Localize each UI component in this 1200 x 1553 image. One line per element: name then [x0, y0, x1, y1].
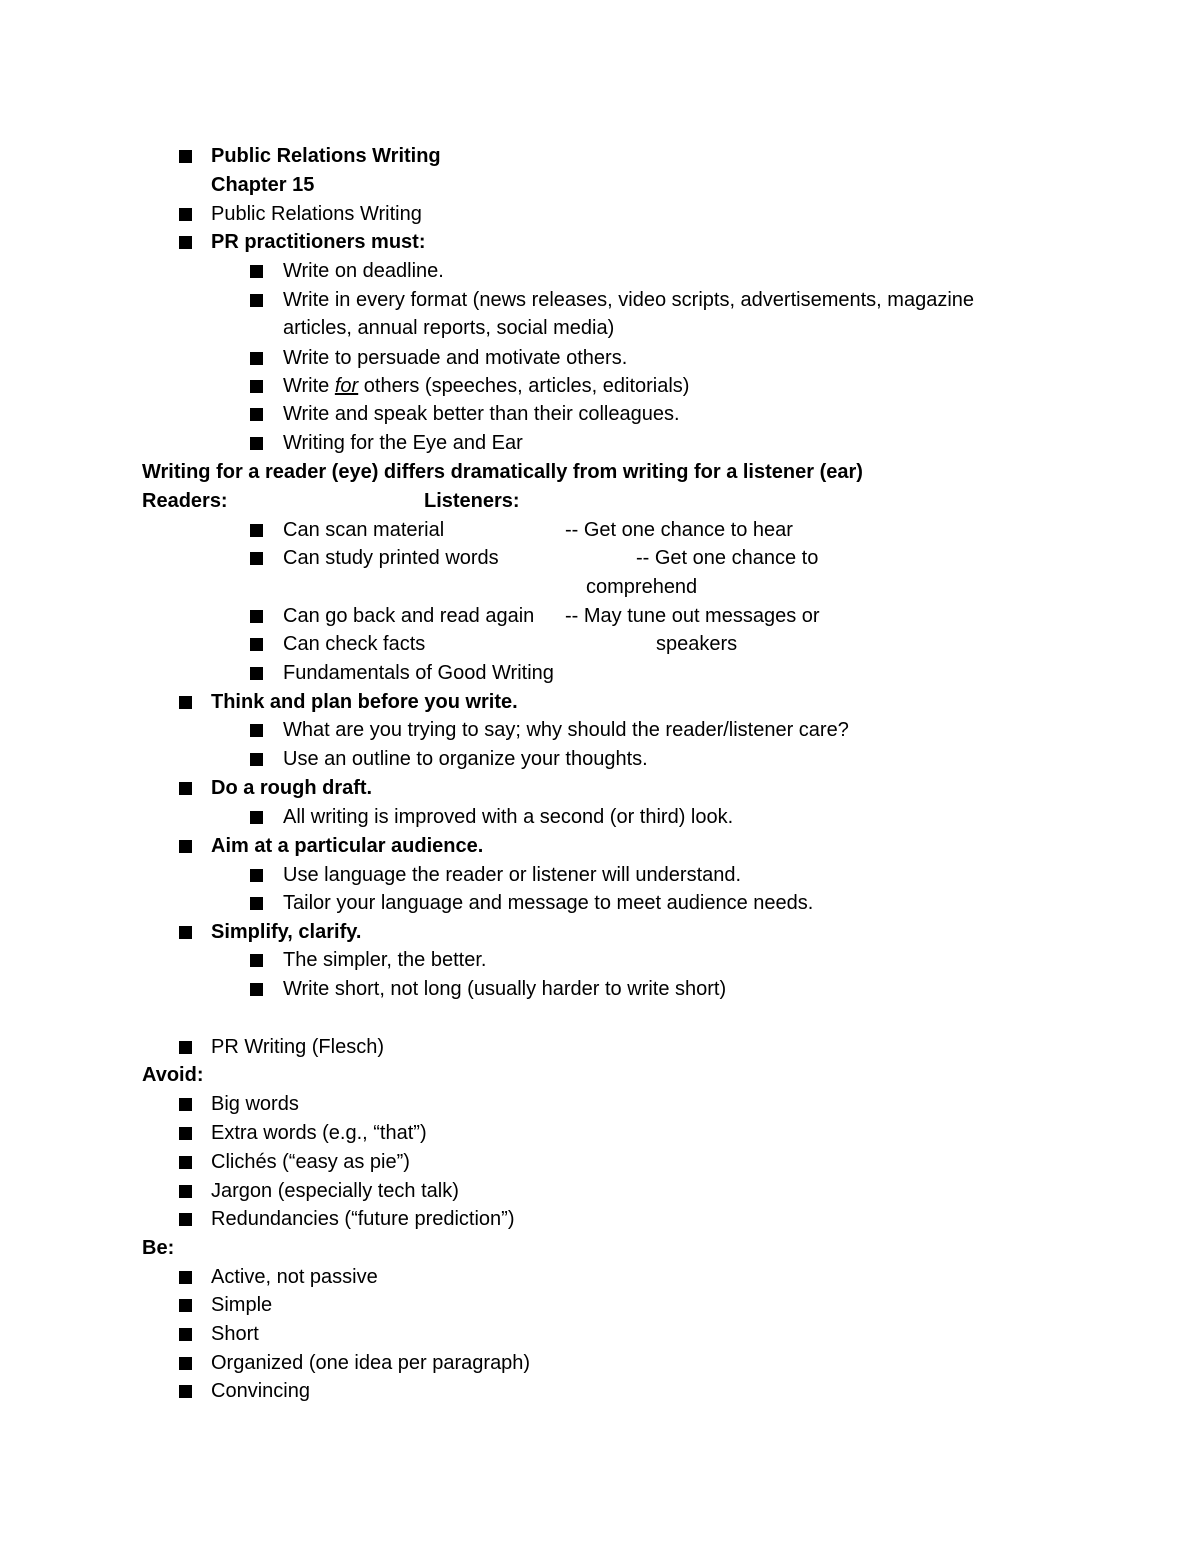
be-item: Active, not passive [211, 1266, 378, 1288]
bullet-square-icon [250, 811, 263, 824]
bullet-square-icon [179, 208, 192, 221]
doc-title: Public Relations Writing [211, 145, 441, 167]
bullet-square-icon [179, 926, 192, 939]
be-item: Simple [211, 1294, 273, 1316]
be-item: Organized (one idea per paragraph) [211, 1352, 531, 1374]
list-item: Write and speak better than their colleagues. [283, 403, 680, 425]
bullet-square-icon [179, 1357, 192, 1370]
list-item [283, 374, 689, 398]
readers-label: Readers: [142, 490, 228, 512]
bullet-square-icon [179, 1213, 192, 1226]
bullet-square-icon [250, 869, 263, 882]
bullet-square-icon [250, 408, 263, 421]
avoid-label: Avoid: [142, 1064, 204, 1086]
bullet-square-icon [179, 840, 192, 853]
chapter-label: Chapter 15 [211, 174, 315, 196]
reader-item: Can study printed words [283, 547, 499, 569]
list-item: Use language the reader or listener will understand. [283, 864, 742, 886]
bullet-square-icon [250, 352, 263, 365]
text-run: others (speeches, articles, editorials) [358, 375, 690, 397]
practitioners-heading: PR practitioners must: [211, 231, 426, 253]
be-item: Short [211, 1323, 259, 1345]
bullet-square-icon [250, 667, 263, 680]
list-item: The simpler, the better. [283, 949, 487, 971]
list-item: Write in every format (news releases, video scripts, advertisements, magazine [283, 289, 975, 311]
flesch-heading: PR Writing (Flesch) [211, 1036, 384, 1058]
list-item: Write on deadline. [283, 260, 444, 282]
bullet-square-icon [250, 380, 263, 393]
listener-item: -- Get one chance to [636, 547, 819, 569]
list-item: Tailor your language and message to meet audience needs. [283, 892, 814, 914]
bullet-square-icon [179, 1299, 192, 1312]
listener-item: -- Get one chance to hear [565, 519, 793, 541]
bullet-square-icon [179, 1041, 192, 1054]
list-item: Use an outline to organize your thoughts. [283, 748, 648, 770]
bullet-square-icon [179, 1098, 192, 1111]
bullet-square-icon [250, 638, 263, 651]
bullet-square-icon [179, 1156, 192, 1169]
bullet-square-icon [250, 954, 263, 967]
avoid-item: Jargon (especially tech talk) [211, 1180, 459, 1202]
listener-item: -- May tune out messages or [565, 605, 820, 627]
be-item: Convincing [211, 1380, 310, 1402]
bullet-square-icon [250, 552, 263, 565]
eye-ear-heading: Writing for a reader (eye) differs dramatically from writing for a listener (ear) [142, 461, 863, 483]
reader-item: Can scan material [283, 519, 445, 541]
list-item: What are you trying to say; why should the reader/listener care? [283, 719, 849, 741]
be-label: Be: [142, 1237, 175, 1259]
avoid-item: Redundancies (“future prediction”) [211, 1208, 515, 1230]
bullet-square-icon [179, 1271, 192, 1284]
bullet-square-icon [179, 782, 192, 795]
bullet-square-icon [250, 610, 263, 623]
listener-item-continuation: speakers [656, 633, 738, 655]
bullet-square-icon [250, 753, 263, 766]
bullet-square-icon [250, 437, 263, 450]
list-item: Writing for the Eye and Ear [283, 432, 523, 454]
list-item: Write to persuade and motivate others. [283, 347, 628, 369]
list-item: All writing is improved with a second (or third) look. [283, 806, 734, 828]
reader-item: Can go back and read again [283, 605, 535, 627]
think-heading: Think and plan before you write. [211, 691, 518, 713]
bullet-square-icon [250, 524, 263, 537]
bullet-square-icon [179, 1385, 192, 1398]
bullet-square-icon [250, 983, 263, 996]
simplify-heading: Simplify, clarify. [211, 921, 362, 943]
bullet-square-icon [250, 265, 263, 278]
avoid-item: Big words [211, 1093, 299, 1115]
emphasis-text: for [334, 375, 359, 397]
bullet-square-icon [179, 1328, 192, 1341]
bullet-square-icon [179, 1127, 192, 1140]
bullet-square-icon [179, 236, 192, 249]
bullet-square-icon [179, 150, 192, 163]
list-item-continuation: articles, annual reports, social media) [283, 317, 615, 339]
listeners-label: Listeners: [424, 490, 520, 512]
bullet-square-icon [250, 897, 263, 910]
bullet-square-icon [250, 724, 263, 737]
text-run: Write [283, 375, 335, 397]
bullet-square-icon [250, 294, 263, 307]
reader-item: Can check facts [283, 633, 426, 655]
bullet-square-icon [179, 1185, 192, 1198]
reader-item: Fundamentals of Good Writing [283, 662, 554, 684]
section-heading: Public Relations Writing [211, 203, 422, 225]
bullet-square-icon [179, 696, 192, 709]
avoid-item: Extra words (e.g., “that”) [211, 1122, 427, 1144]
avoid-item: Clichés (“easy as pie”) [211, 1151, 410, 1173]
draft-heading: Do a rough draft. [211, 777, 373, 799]
list-item: Write short, not long (usually harder to write short) [283, 978, 727, 1000]
listener-item-continuation: comprehend [586, 576, 698, 598]
aim-heading: Aim at a particular audience. [211, 835, 484, 857]
